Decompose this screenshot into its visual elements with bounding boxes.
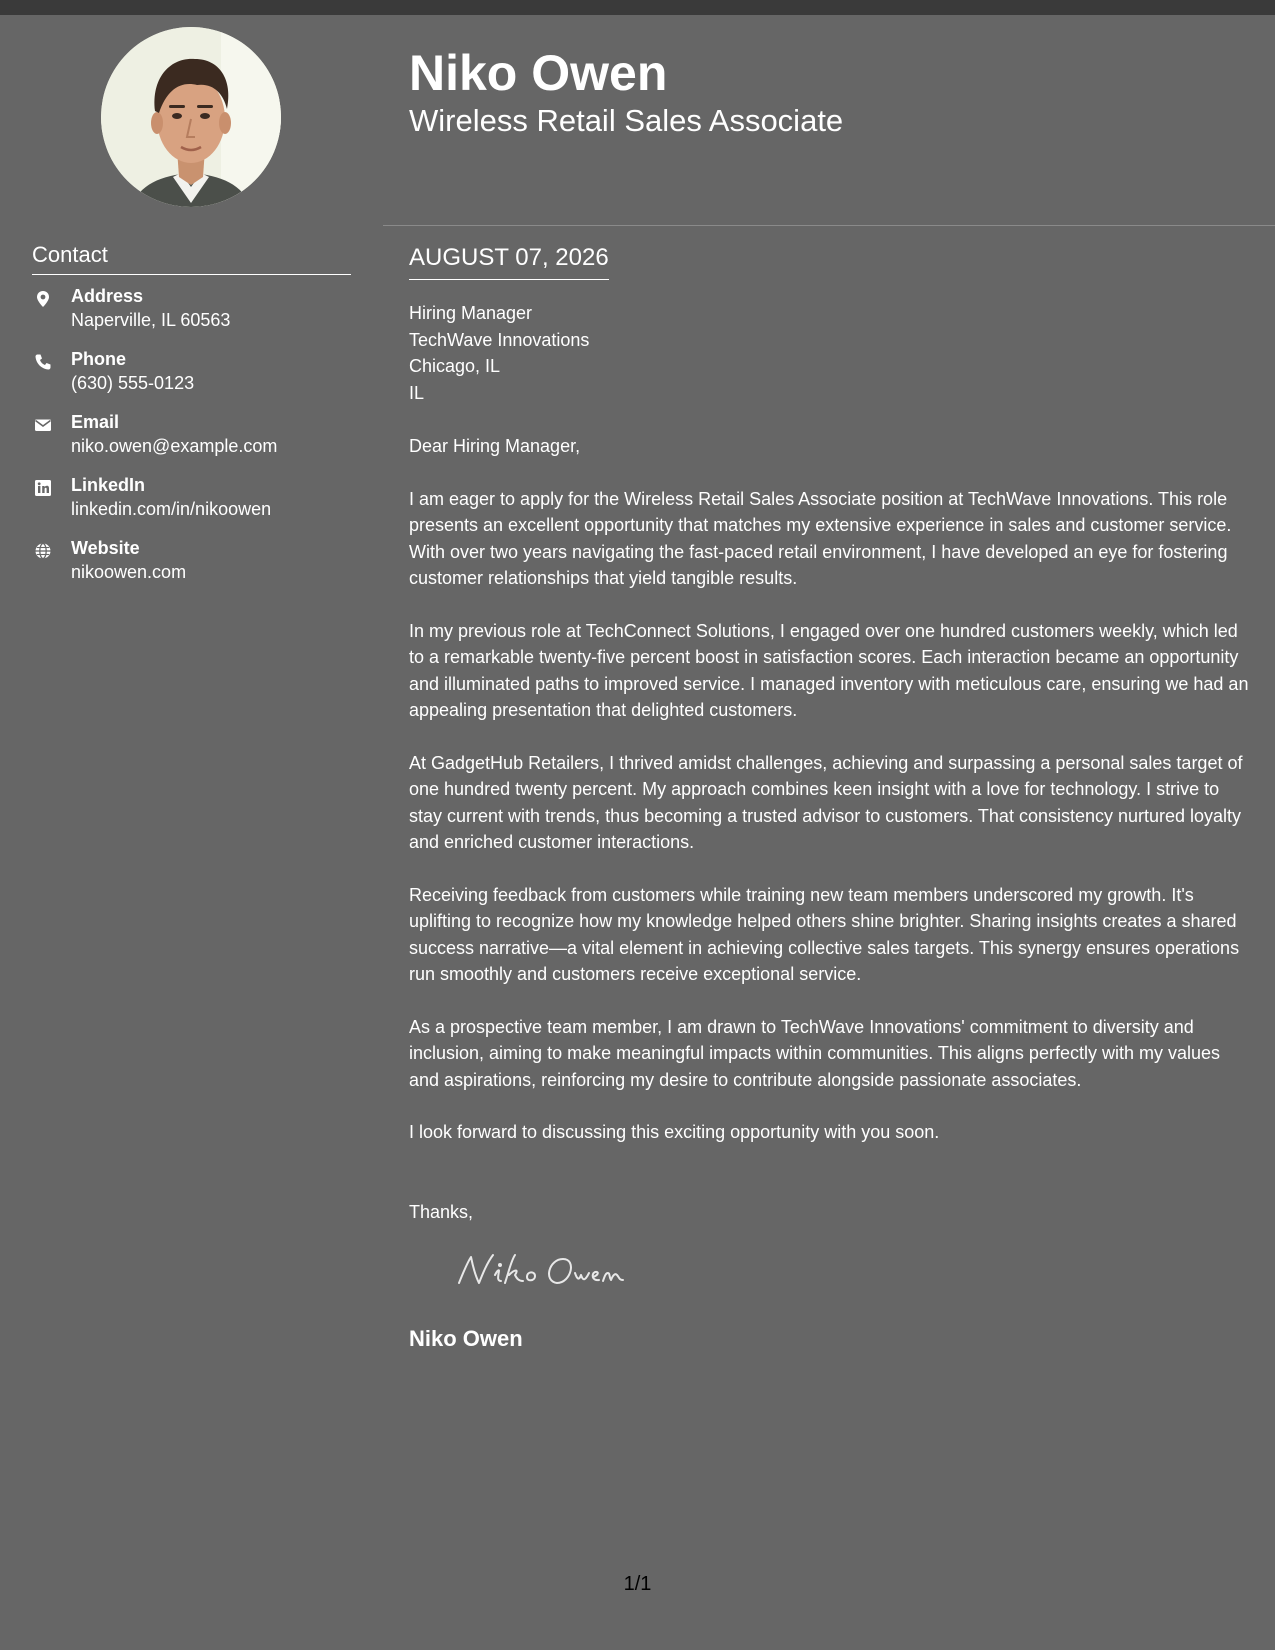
top-bar bbox=[0, 0, 1275, 15]
letter-body bbox=[409, 242, 1254, 1353]
contact-item-email bbox=[32, 410, 362, 473]
contact-value: (630) 555-0123 bbox=[71, 373, 195, 393]
globe-icon bbox=[34, 542, 52, 560]
letter-date: AUGUST 07, 2026 bbox=[409, 242, 609, 280]
letter-header bbox=[383, 15, 1275, 226]
signer-name: Niko Owen bbox=[409, 1326, 523, 1351]
contact-item-website bbox=[32, 536, 362, 599]
letter-paragraphs bbox=[409, 486, 1254, 1146]
sidebar bbox=[0, 15, 383, 1650]
letter-paragraph: In my previous role at TechConnect Solutions, I engaged over one hundred customers weekly, which led to a remarkable twenty-five percent boost in satisfaction scores. Each interaction became an opportunity and illuminated paths to improved service. I managed inventory with meticulous care, ensuring we had an appealing presentation that delighted customers. bbox=[409, 620, 1249, 720]
contact-label: Phone bbox=[71, 349, 127, 369]
recipient-block bbox=[409, 300, 1254, 406]
contact-label: Address bbox=[71, 286, 144, 306]
page-number: 1/1 bbox=[623, 1573, 652, 1595]
contact-label: Email bbox=[71, 412, 120, 432]
closing: Thanks, bbox=[409, 1201, 474, 1222]
map-pin-icon bbox=[34, 290, 52, 308]
job-title: Wireless Retail Sales Associate bbox=[409, 103, 844, 138]
contact-value[interactable]: nikoowen.com bbox=[71, 562, 187, 582]
recipient-line: Chicago, IL bbox=[409, 356, 501, 376]
letter-paragraph: At GadgetHub Retailers, I thrived amidst challenges, achieving and surpassing a personal sales target of one hundred twenty percent. My approach combines keen insight with a love for technology. I strive to stay current with trends, thus becoming a trusted advisor to customers. That consistency nurtured loyalty and enriched customer interactions. bbox=[409, 752, 1243, 852]
applicant-name: Niko Owen bbox=[409, 45, 668, 101]
letter-paragraph: Receiving feedback from customers while training new team members underscored my growth. It's uplifting to recognize how my knowledge helped others shine brighter. Sharing insights creates a shared success narrative—a vital element in achieving collective sales targets. This synergy ensures operations run smoothly and customers receive exceptional service. bbox=[409, 884, 1240, 984]
salutation: Dear Hiring Manager, bbox=[409, 436, 581, 456]
phone-icon bbox=[34, 353, 52, 371]
recipient-line: TechWave Innovations bbox=[409, 329, 590, 350]
contact-item-linkedin bbox=[32, 473, 362, 536]
recipient-line: Hiring Manager bbox=[409, 303, 533, 323]
contact-value[interactable]: niko.owen@example.com bbox=[71, 436, 278, 456]
linkedin-icon bbox=[34, 479, 52, 497]
contact-label: LinkedIn bbox=[71, 475, 146, 495]
contact-label: Website bbox=[71, 538, 140, 558]
letter-paragraph: I look forward to discussing this exciting opportunity with you soon. bbox=[409, 1122, 940, 1142]
contact-heading: Contact bbox=[32, 241, 351, 275]
contact-value[interactable]: linkedin.com/in/nikoowen bbox=[71, 499, 272, 519]
recipient-line: IL bbox=[409, 382, 425, 403]
signature-image bbox=[453, 1243, 1254, 1303]
contact-value: Naperville, IL 60563 bbox=[71, 310, 231, 330]
profile-photo bbox=[101, 27, 281, 207]
contact-item-address bbox=[32, 284, 362, 347]
contact-item-phone bbox=[32, 347, 362, 410]
contact-list bbox=[32, 284, 362, 599]
avatar bbox=[101, 27, 281, 207]
letter-paragraph: I am eager to apply for the Wireless Retail Sales Associate position at TechWave Innovations. This role presents an excellent opportunity that matches my extensive experience in sales and customer service. With over two years navigating the fast-paced retail environment, I have developed an eye for fostering customer relationships that yield tangible results. bbox=[409, 488, 1232, 588]
letter-paragraph: As a prospective team member, I am drawn to TechWave Innovations' commitment to diversity and inclusion, aiming to make meaningful impacts within communities. This aligns perfectly with my values and aspirations, reinforcing my desire to contribute alongside passionate associates. bbox=[409, 1016, 1221, 1090]
envelope-icon bbox=[34, 416, 52, 434]
